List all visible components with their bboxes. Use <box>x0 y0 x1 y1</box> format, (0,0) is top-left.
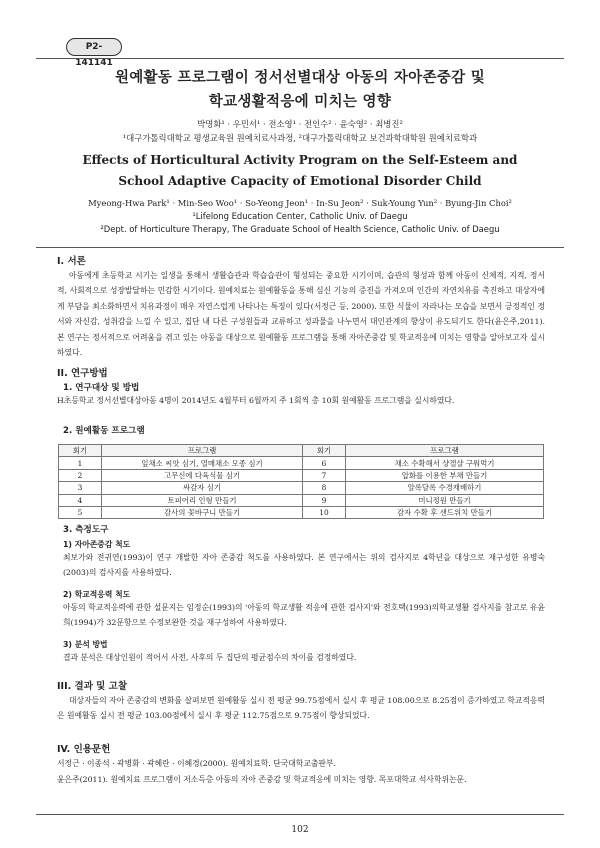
korean-title-line-2: 학교생활적응에 미치는 영향 <box>208 94 392 110</box>
top-divider <box>36 58 564 59</box>
english-affiliation-2: ²Dept. of Horticulture Therapy, The Graduate School of Health Science, Catholic Univ. of Daegu <box>100 224 500 234</box>
section-heading-methods: II. 연구방법 <box>57 368 108 379</box>
subheading-analysis-method: 3) 분석 방법 <box>63 640 108 649</box>
table-cell: 감사의 꽃바구니 만들기 <box>102 506 303 518</box>
subheading-measurement-tools: 3. 측정도구 <box>63 525 109 535</box>
korean-title-line-1: 원예활동 프로그램이 정서선별대상 아동의 자아존중감 및 <box>114 70 486 86</box>
table-cell: 10 <box>303 506 346 518</box>
section-heading-results: III. 결과 및 고찰 <box>57 681 128 692</box>
subjects-paragraph: H초등학교 정서선별대상아동 4명이 2014년도 4월부터 6월까지 주 1회씩 총 10회 원예활동 프로그램을 실시하였다. <box>57 396 455 405</box>
table-cell: 3 <box>59 482 102 494</box>
table-cell: 5 <box>59 506 102 518</box>
table-row <box>59 494 544 506</box>
analysis-method-paragraph: 결과 분석은 대상인원이 적어서 사전, 사후의 두 집단의 평균점수의 차이를 검정하였다. <box>63 653 357 662</box>
table-cell: 4 <box>59 494 102 506</box>
subheading-program: 2. 원예활동 프로그램 <box>63 426 145 436</box>
footer-divider <box>36 814 564 815</box>
program-table <box>58 444 544 519</box>
poster-id-badge: P2-141141 <box>66 38 122 56</box>
subheading-self-esteem-scale: 1) 자아존중감 척도 <box>63 540 131 549</box>
header-divider <box>36 247 564 248</box>
english-title-line-1: Effects of Horticultural Activity Program on the Self-Esteem and <box>82 153 518 167</box>
table-cell: 6 <box>303 457 346 469</box>
table-header-session: 회기 <box>59 445 102 457</box>
subheading-school-adaptation-scale: 2) 학교적응력 척도 <box>63 590 131 599</box>
school-adaptation-paragraph: 아동의 학교적응력에 관한 설문지는 임정순(1993)의 '아동의 학교생활 적응에 관한 검사지'와 전호택(1993)의학교생활 검사지를 참고로 유윤희(1994)가 32문항으로 수정보완한 것을 재구성하여 사용하였다. <box>63 603 545 628</box>
page-number: 102 <box>291 825 309 835</box>
table-cell: 채소 수확해서 샹겔샬 구워먹기 <box>346 457 544 469</box>
introduction-paragraph: 아동에게 초등학교 시기는 일생을 통해서 생활습관과 학습습관이 형성되는 중요한 시기이며, 습관의 형성과 함께 아동이 신체적, 지적, 정서적, 사회적으로 성장발달하는 민감한 시기이다. 원예치료는 원예활동을 통해 심신 기능의 증진을 가져오며 인간의 자연치유를 촉진하고 대상자에게 부담을 최소화하면서 치유과정이 매우 자연스럽게 나타나는 특징이 있다(서정근 등, 2000). 또한 식물이 자라나는 모습을 보면서 긍정적인 정서와 자신감, 성취감을 느낄 수 있고, 집단 내 다른 구성원들과 교류하고 성과물을 나누면서 대인관계의 향상이 유도되기도 한다(윤은주,2011). 본 연구는 정서적으로 어려움을 겪고 있는 아동을 대상으로 원예활동 프로그램을 통해 자아존중감 및 학교적응에 미치는 영향을 알아보고자 실시하였다. <box>57 271 545 358</box>
reference-item: 서정근 · 이종석 · 곽병화 · 곽혜란 · 이혜경(2000). 원예치료학. 단국대학교출판부. <box>57 759 336 768</box>
section-heading-references: IV. 인용문헌 <box>57 744 111 755</box>
english-title-line-2: School Adaptive Capacity of Emotional Disorder Child <box>118 174 482 188</box>
subheading-subjects-methods: 1. 연구대상 및 방법 <box>63 383 140 393</box>
table-cell: 9 <box>303 494 346 506</box>
english-authors: Myeong-Hwa Park¹ · Min-Seo Woo¹ · So-Yeong Jeon¹ · In-Su Jeon² · Suk-Young Yun² · Byung-Jin Choi² <box>88 198 512 208</box>
table-row <box>59 482 544 494</box>
table-cell: 미니정원 만들기 <box>346 494 544 506</box>
table-cell: 감자 수확 후 샌드위치 만들기 <box>346 506 544 518</box>
table-cell: 7 <box>303 469 346 481</box>
table-header-program: 프로그램 <box>102 445 303 457</box>
table-cell: 8 <box>303 482 346 494</box>
table-cell: 알록달록 수경재배하기 <box>346 482 544 494</box>
table-cell: 고무신에 다육식물 심기 <box>102 469 303 481</box>
korean-affiliations: ¹대구가톨릭대학교 평생교육원 원예치료사과정, ²대구가톨릭대학교 보건과학대학원 원예치료학과 <box>122 133 478 143</box>
table-cell: 1 <box>59 457 102 469</box>
table-cell: 잎채소 씨앗 심기, 열매채소 모종 심기 <box>102 457 303 469</box>
table-cell: 압화를 이용한 부채 만들기 <box>346 469 544 481</box>
reference-item: 윤은주(2011). 원예치료 프로그램이 저소득층 아동의 자아 존중감 및 학교적응에 미치는 영향. 목포대학교 석사학위논문. <box>57 775 467 784</box>
table-cell: 싸감자 심기 <box>102 482 303 494</box>
table-cell: 2 <box>59 469 102 481</box>
table-header-session: 회기 <box>303 445 346 457</box>
results-paragraph: 대상자들의 자아 존중감의 변화를 살펴보면 원예활동 실시 전 평균 99.75점에서 실시 후 평균 108.00으로 8.25점이 증가하였고 학교적응력은 원예활동 실시 전 평균 103.00점에서 실시 후 평균 112.75점으로 9.75점이 향상되었다. <box>57 696 545 721</box>
table-row <box>59 506 544 518</box>
section-heading-introduction: I. 서론 <box>57 256 86 267</box>
table-row <box>59 469 544 481</box>
self-esteem-scale-paragraph: 최보가와 전귀연(1993)이 연구 개발한 자아 존중감 척도를 사용하였다. 본 연구에서는 위의 검사지로 4학년을 대상으로 재구성한 유병숙(2003)의 검사지를 사용하였다. <box>63 553 545 578</box>
korean-authors: 박명화¹ · 우민서¹ · 전소영¹ · 전인수² · 윤숙영² · 최병진² <box>197 119 403 129</box>
table-header-program: 프로그램 <box>346 445 544 457</box>
table-row <box>59 457 544 469</box>
table-cell: 토피어리 인형 만들기 <box>102 494 303 506</box>
table-header-row <box>59 445 544 457</box>
english-affiliation-1: ¹Lifelong Education Center, Catholic Univ. of Daegu <box>192 211 408 221</box>
